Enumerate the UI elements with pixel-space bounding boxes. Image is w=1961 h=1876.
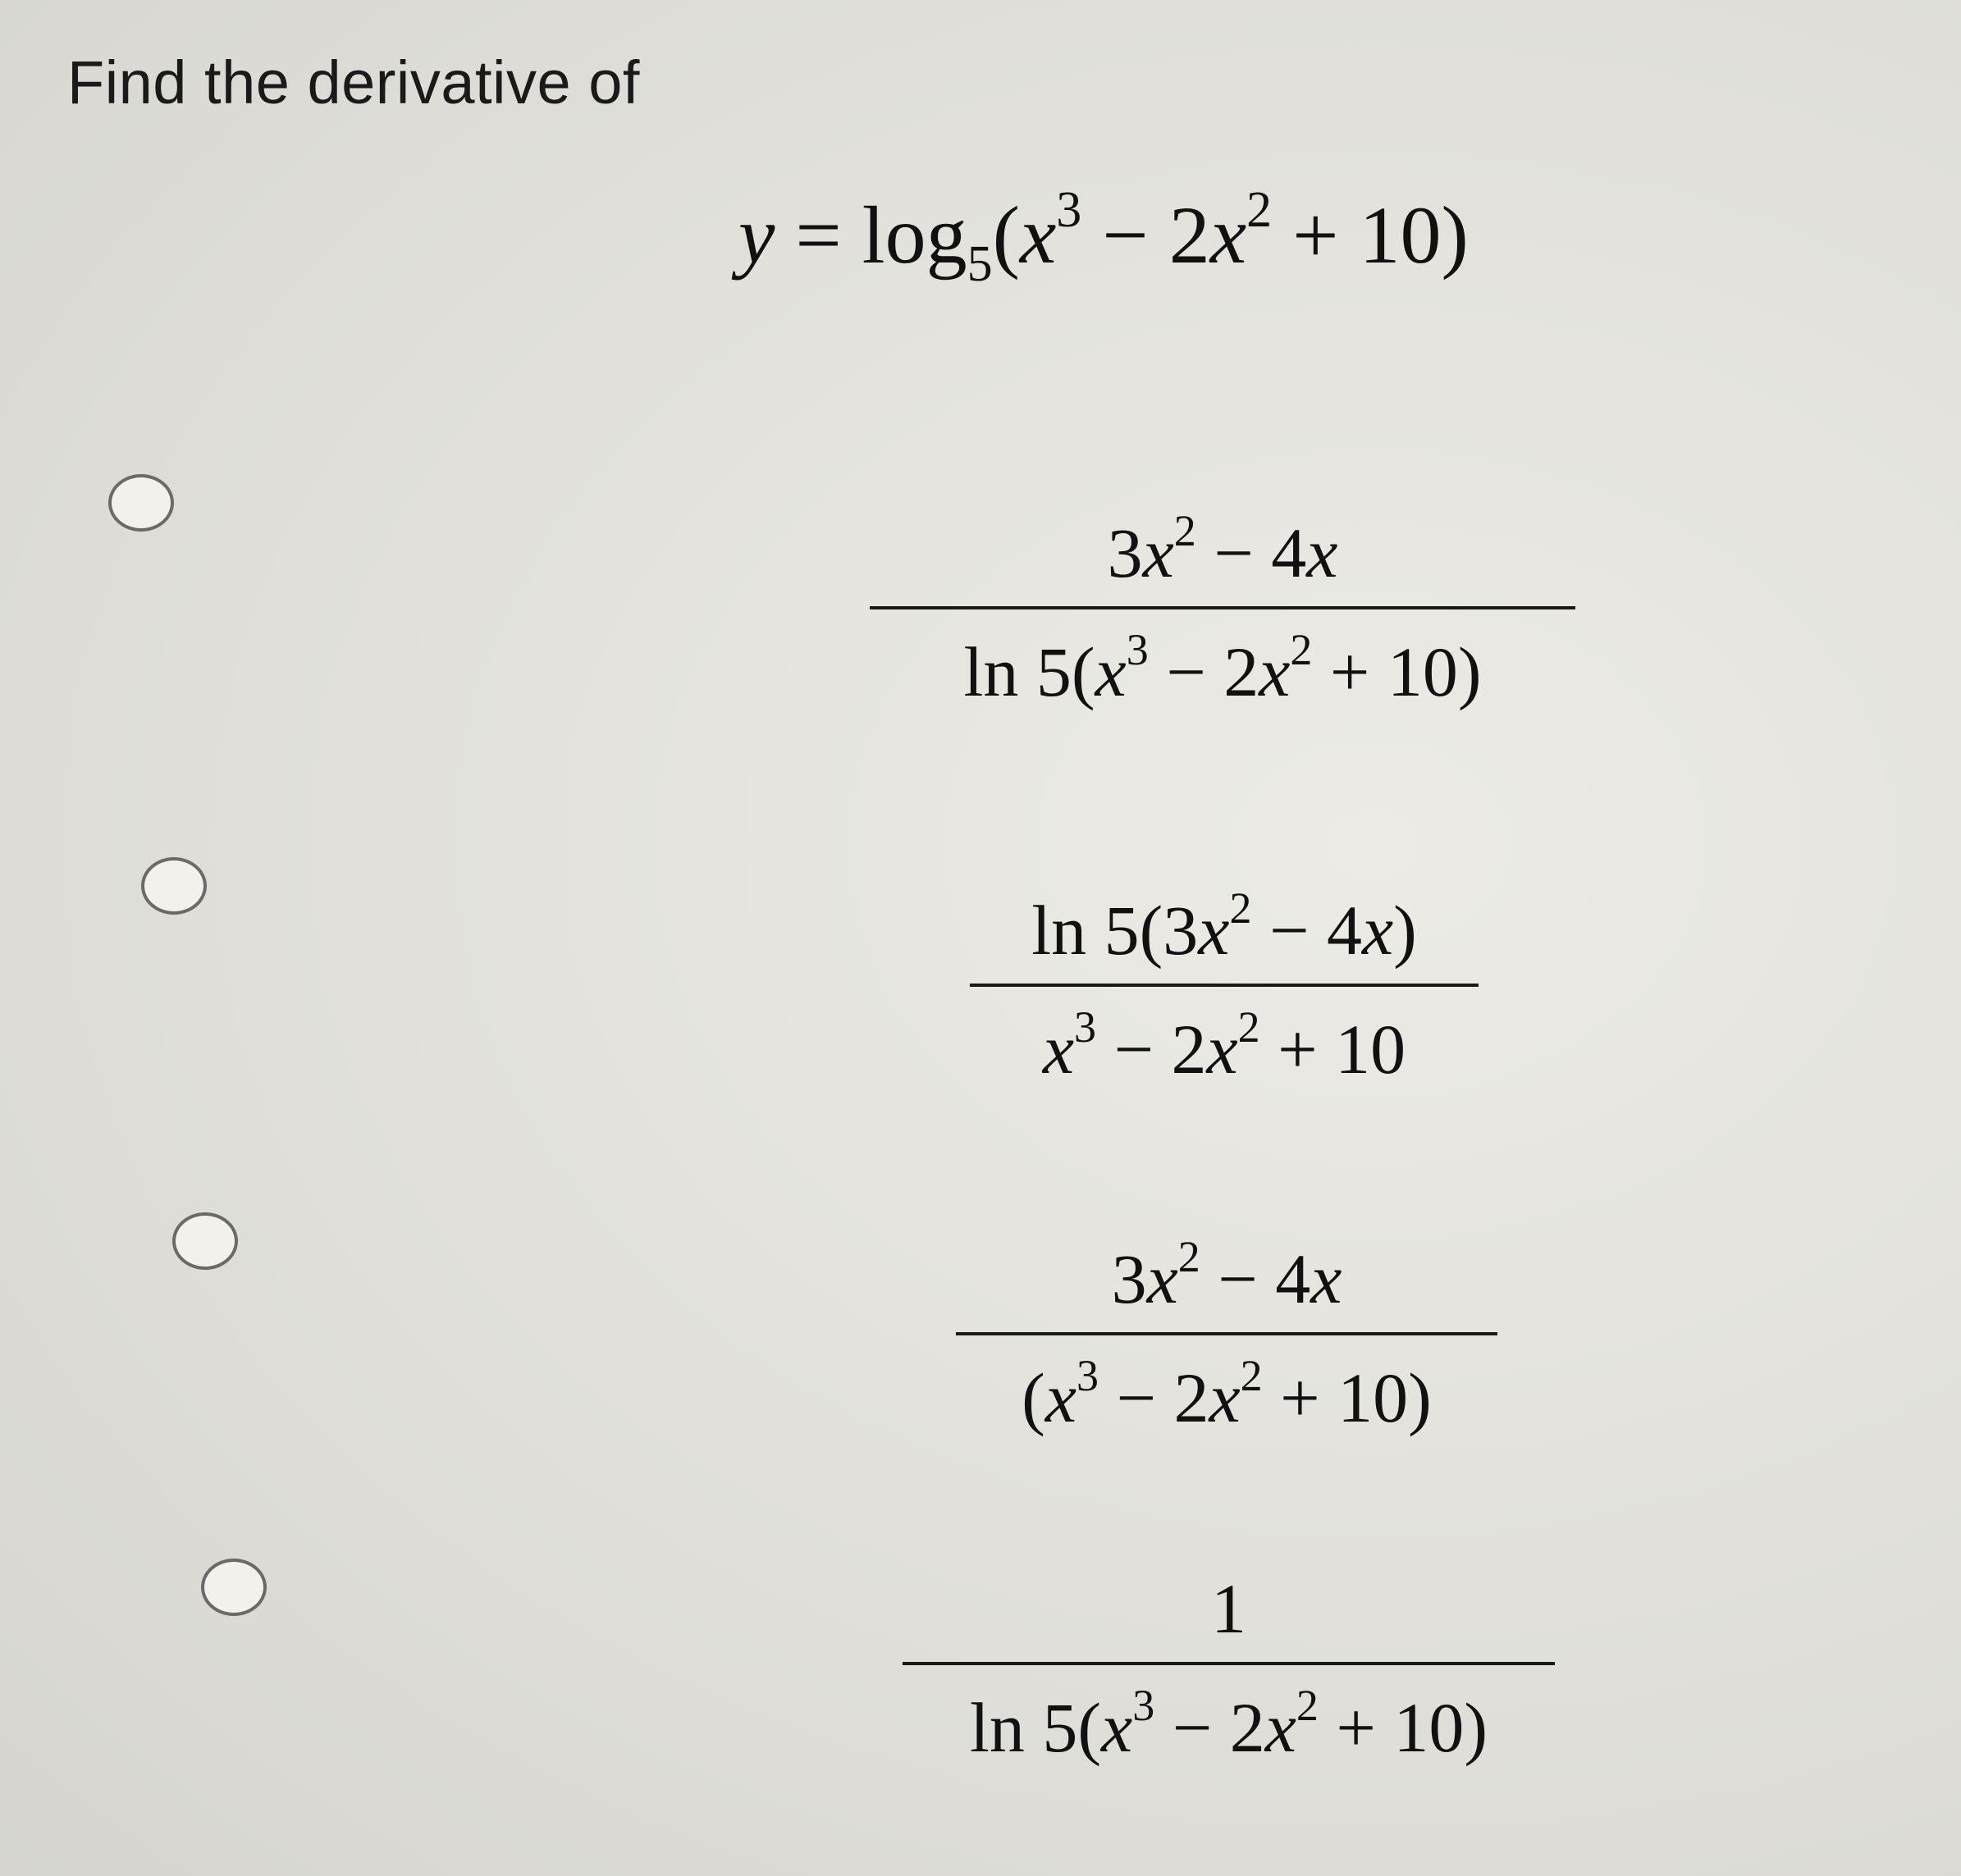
numerator-text: 1 [1211, 1569, 1246, 1648]
denominator-prefix: ln 5( [963, 632, 1095, 711]
denominator-exp2: 2 [1296, 1681, 1319, 1730]
numerator-exponent: 2 [1229, 883, 1252, 933]
denominator-prefix: ( [1022, 1358, 1045, 1437]
denominator-exp2: 2 [1290, 625, 1313, 674]
equation-exp1: 3 [1056, 182, 1082, 238]
numerator-prefix: ln 5(3 [1031, 891, 1199, 970]
numerator-x2: x [1306, 514, 1338, 592]
denominator-x1: x [1095, 632, 1127, 711]
numerator-exponent: 2 [1173, 506, 1196, 555]
numerator-x: x [1198, 891, 1230, 970]
numerator-coefficient: 3 [1107, 514, 1143, 592]
denominator-exp1: 3 [1076, 1351, 1099, 1400]
option-1-denominator [947, 609, 1497, 711]
option-3-radio[interactable] [172, 1212, 238, 1270]
denominator-exp2: 2 [1237, 1002, 1260, 1052]
equation-log-base: 5 [967, 236, 993, 292]
denominator-x1: x [1044, 1358, 1076, 1437]
numerator-minus-term: − 4 [1195, 514, 1307, 592]
option-4-denominator [953, 1665, 1504, 1767]
denominator-x2: x [1209, 1358, 1241, 1437]
denominator-x2: x [1259, 632, 1291, 711]
equation-equals: = [775, 189, 862, 281]
denominator-mid: − 2 [1098, 1358, 1209, 1437]
numerator-minus-term: − 4 [1251, 891, 1362, 970]
denominator-exp2: 2 [1240, 1351, 1263, 1400]
equation-mid: − 2 [1081, 189, 1210, 281]
numerator-x: x [1142, 514, 1174, 592]
denominator-x2: x [1206, 1010, 1238, 1089]
denominator-tail: + 10) [1312, 632, 1482, 711]
numerator-tail: ) [1393, 891, 1417, 970]
option-1-radio[interactable] [108, 474, 174, 532]
option-1-numerator [1091, 506, 1355, 606]
equation-y: y [738, 189, 775, 281]
denominator-mid: − 2 [1095, 1010, 1207, 1089]
equation-exp2: 2 [1246, 182, 1273, 238]
denominator-x1: x [1042, 1010, 1074, 1089]
denominator-tail: + 10) [1262, 1358, 1432, 1437]
denominator-exp1: 3 [1132, 1681, 1155, 1730]
numerator-exponent: 2 [1177, 1232, 1200, 1281]
option-3-denominator [1005, 1335, 1448, 1437]
numerator-minus-term: − 4 [1200, 1239, 1311, 1318]
denominator-mid: − 2 [1154, 1688, 1265, 1767]
option-2-denominator [1026, 987, 1422, 1089]
option-1-answer [870, 506, 1575, 711]
numerator-x2: x [1310, 1239, 1342, 1318]
option-3-answer [956, 1232, 1497, 1437]
numerator-coefficient: 3 [1111, 1239, 1147, 1318]
equation-open-paren: ( [992, 189, 1020, 281]
equation-log: log [862, 189, 967, 281]
equation-x1: x [1019, 189, 1057, 281]
denominator-tail: + 10) [1318, 1688, 1488, 1767]
option-2-answer [970, 883, 1479, 1089]
numerator-x: x [1146, 1239, 1178, 1318]
option-2-numerator [1015, 883, 1433, 984]
denominator-exp1: 3 [1126, 625, 1149, 674]
option-4-radio[interactable] [201, 1559, 267, 1616]
option-2-radio[interactable] [141, 857, 207, 915]
numerator-x2: x [1361, 891, 1394, 970]
option-4-answer [903, 1569, 1555, 1767]
denominator-x1: x [1101, 1688, 1133, 1767]
denominator-prefix: ln 5( [969, 1688, 1102, 1767]
equation-tail: + 10) [1272, 189, 1469, 281]
question-equation [738, 182, 1469, 292]
denominator-tail: + 10 [1259, 1010, 1406, 1089]
option-4-numerator [1195, 1569, 1263, 1662]
question-prompt: Find the derivative of [67, 48, 640, 116]
denominator-exp1: 3 [1073, 1002, 1096, 1052]
equation-x2: x [1209, 189, 1247, 281]
denominator-mid: − 2 [1148, 632, 1259, 711]
option-3-numerator [1095, 1232, 1359, 1332]
denominator-x2: x [1264, 1688, 1296, 1767]
